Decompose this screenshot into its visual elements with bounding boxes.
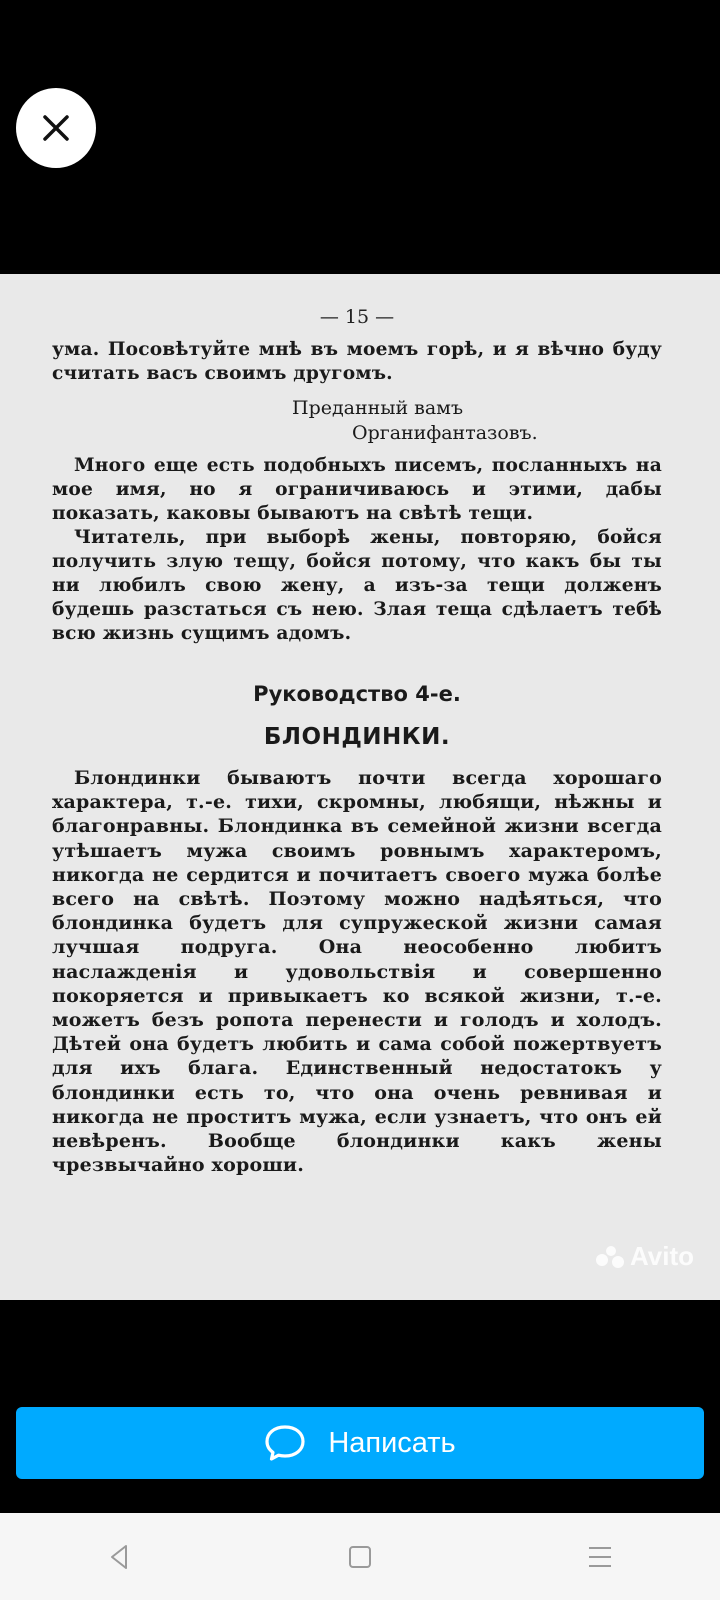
section-heading: Руководство 4-е. xyxy=(253,682,461,706)
write-message-label: Написать xyxy=(328,1426,456,1459)
nav-back-button[interactable] xyxy=(90,1527,150,1587)
close-icon xyxy=(41,113,71,143)
nav-home-button[interactable] xyxy=(330,1527,390,1587)
avito-logo-icon xyxy=(596,1246,626,1268)
back-triangle-icon xyxy=(106,1543,134,1571)
page-number: — 15 — xyxy=(319,306,395,328)
paragraph-2: Много еще есть подобныхъ писемъ, посланныхъ на мое имя, но я ограничиваюсь и этими, дабы показать, каковы бываютъ на свѣтѣ тещи. xyxy=(52,455,662,524)
signature-line-2: Органифантазовъ. xyxy=(352,422,538,444)
system-navigation-bar xyxy=(0,1513,720,1600)
avito-watermark xyxy=(596,1241,694,1272)
nav-menu-button[interactable] xyxy=(570,1527,630,1587)
page-text-block xyxy=(52,274,662,1177)
signature-line-1: Преданный вамъ xyxy=(292,397,464,419)
section-title: БЛОНДИНКИ. xyxy=(263,724,451,750)
chat-bubble-icon xyxy=(264,1424,306,1462)
home-square-icon xyxy=(346,1543,374,1571)
paragraph-3: Читатель, при выборѣ жены, повторяю, бойся получить злую тещу, бойся потому, что какъ бы ты ни любилъ свою жену, а изъ-за тещи долженъ будешь разстаться съ нею. Злая теща сдѣлаетъ тебѣ всю жизнь сущимъ адомъ. xyxy=(52,527,662,644)
close-button[interactable] xyxy=(16,88,96,168)
book-page-photo xyxy=(0,274,720,1300)
watermark-text: Avito xyxy=(629,1241,694,1271)
paragraph-1: ума. Посовѣтуйте мнѣ въ моемъ горѣ, и я вѣчно буду считать васъ своимъ другомъ. xyxy=(52,339,662,384)
menu-lines-icon xyxy=(586,1543,614,1571)
paragraph-4: Блондинки бываютъ почти всегда хорошаго характера, т.-е. тихи, скромны, любящи, нѣжны и благонравны. Блондинка въ семейной жизни всегда утѣшаетъ мужа своимъ ровнымъ характеромъ, никогда не сердится и почитаетъ своего мужа болѣе всего на свѣтѣ. Поэтому можно надѣяться, что блондинка будетъ для супружеской жизни самая лучшая подруга. Она неособенно любитъ наслажденія и удовольствія и совершенно покоряется и привыкаетъ ко всякой жизни, т.-е. можетъ безъ ропота перенести и голодъ и холодъ. Дѣтей она будетъ любить и сама собой пожертвуетъ для ихъ блага. Единственный недостатокъ у блондинки есть то, что она очень ревнивая и никогда не проститъ мужа, если узнаетъ, что онъ ей невѣренъ. Вообще блондинки какъ жены чрезвычайно хороши. xyxy=(52,767,662,1177)
write-message-button[interactable] xyxy=(16,1407,704,1479)
